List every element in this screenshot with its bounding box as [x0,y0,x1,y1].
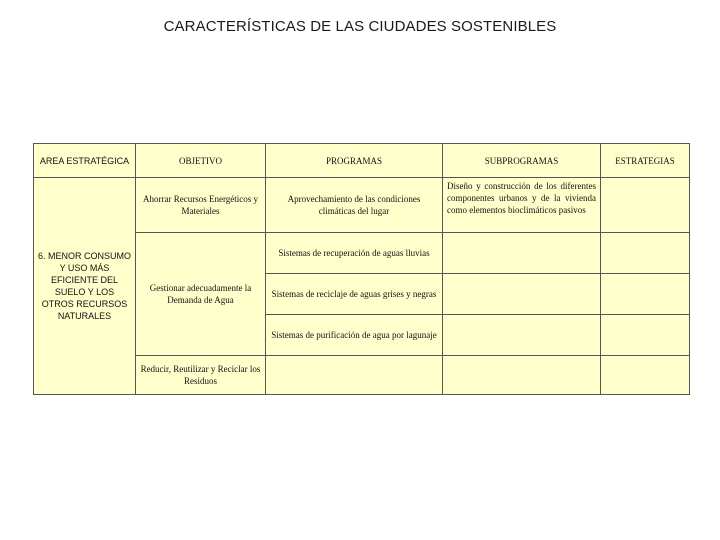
objetivo-cell: Ahorrar Recursos Energéticos y Materiales [136,178,266,233]
header-estrategias: ESTRATEGIAS [601,144,690,178]
subprograma-cell: Diseño y construcción de los diferentes componentes urbanos y de la vivienda como elementos bioclimáticos pasivos [443,178,601,233]
estrategia-cell [601,233,690,274]
programa-cell: Sistemas de purificación de agua por lagunaje [266,315,443,356]
estrategia-cell [601,315,690,356]
objetivo-cell: Reducir, Reutilizar y Reciclar los Residuos [136,356,266,395]
header-area-estrategica: AREA ESTRATÉGICA [34,144,136,178]
programa-cell: Aprovechamiento de las condiciones climáticas del lugar [266,178,443,233]
programa-cell: Sistemas de reciclaje de aguas grises y negras [266,274,443,315]
programa-cell: Sistemas de recuperación de aguas lluvias [266,233,443,274]
subprograma-cell [443,233,601,274]
estrategia-cell [601,178,690,233]
programa-cell [266,356,443,395]
strategy-table [33,143,690,395]
subprograma-cell [443,315,601,356]
header-subprogramas: SUBPROGRAMAS [443,144,601,178]
page-title: CARACTERÍSTICAS DE LAS CIUDADES SOSTENIBLES [163,18,557,35]
estrategia-cell [601,356,690,395]
table-row [34,178,690,233]
subprograma-cell [443,274,601,315]
estrategia-cell [601,274,690,315]
subprograma-cell [443,356,601,395]
header-programas: PROGRAMAS [266,144,443,178]
table-header-row [34,144,690,178]
header-objetivo: OBJETIVO [136,144,266,178]
objetivo-cell: Gestionar adecuadamente la Demanda de Agua [136,233,266,356]
area-estrategica-cell: 6. MENOR CONSUMO Y USO MÁS EFICIENTE DEL SUELO Y LOS OTROS RECURSOS NATURALES [34,178,136,395]
